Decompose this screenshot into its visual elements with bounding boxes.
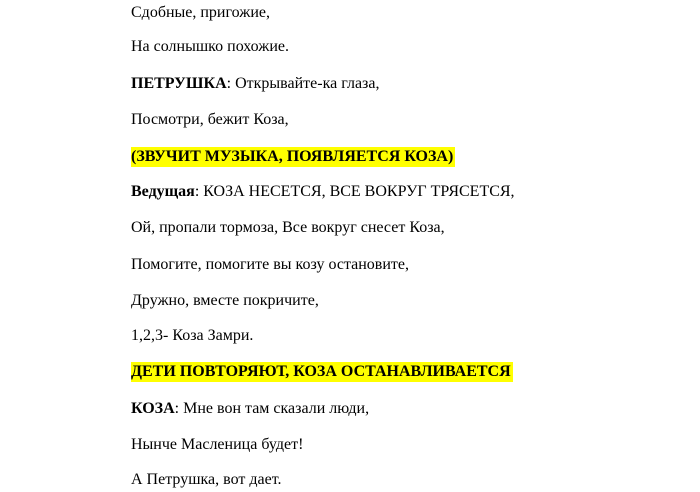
stage-direction xyxy=(131,362,513,382)
speaker-name: ПЕТРУШКА xyxy=(131,75,227,92)
highlighted-text: ДЕТИ ПОВТОРЯЮТ, КОЗА ОСТАНАВЛИВАЕТСЯ xyxy=(131,363,511,380)
text-line xyxy=(131,255,409,275)
text-line xyxy=(131,326,253,346)
text-line xyxy=(131,218,445,238)
text-line xyxy=(131,110,289,130)
line-text: : КОЗА НЕСЕТСЯ, ВСЕ ВОКРУГ ТРЯСЕТСЯ, xyxy=(194,183,515,200)
line-text: Посмотри, бежит Коза, xyxy=(131,111,289,128)
stage-direction xyxy=(131,147,455,167)
highlighted-text: (ЗВУЧИТ МУЗЫКА, ПОЯВЛЯЕТСЯ КОЗА) xyxy=(131,148,454,165)
line-text: Сдобные, пригожие, xyxy=(131,4,270,21)
text-line xyxy=(131,470,282,490)
line-text: На солнышко похожие. xyxy=(131,38,289,55)
line-text: А Петрушка, вот дает. xyxy=(131,471,282,488)
text-line xyxy=(131,435,303,455)
line-text: : Открывайте-ка глаза, xyxy=(226,75,380,92)
speaker-name: КОЗА xyxy=(131,400,175,417)
line-text: 1,2,3- Коза Замри. xyxy=(131,327,254,344)
line-text: : Мне вон там сказали люди, xyxy=(174,400,370,417)
text-line xyxy=(131,182,515,202)
text-line xyxy=(131,291,319,311)
text-line xyxy=(131,74,379,94)
line-text: Ой, пропали тормоза, Все вокруг снесет Коза, xyxy=(131,219,445,236)
text-line xyxy=(131,399,369,419)
text-line xyxy=(131,37,289,57)
line-text: Помогите, помогите вы козу остановите, xyxy=(131,256,410,273)
line-text: Дружно, вместе покричите, xyxy=(131,292,319,309)
speaker-name: Ведущая xyxy=(131,183,195,200)
line-text: Нынче Масленица будет! xyxy=(131,436,304,453)
text-line xyxy=(131,3,270,23)
